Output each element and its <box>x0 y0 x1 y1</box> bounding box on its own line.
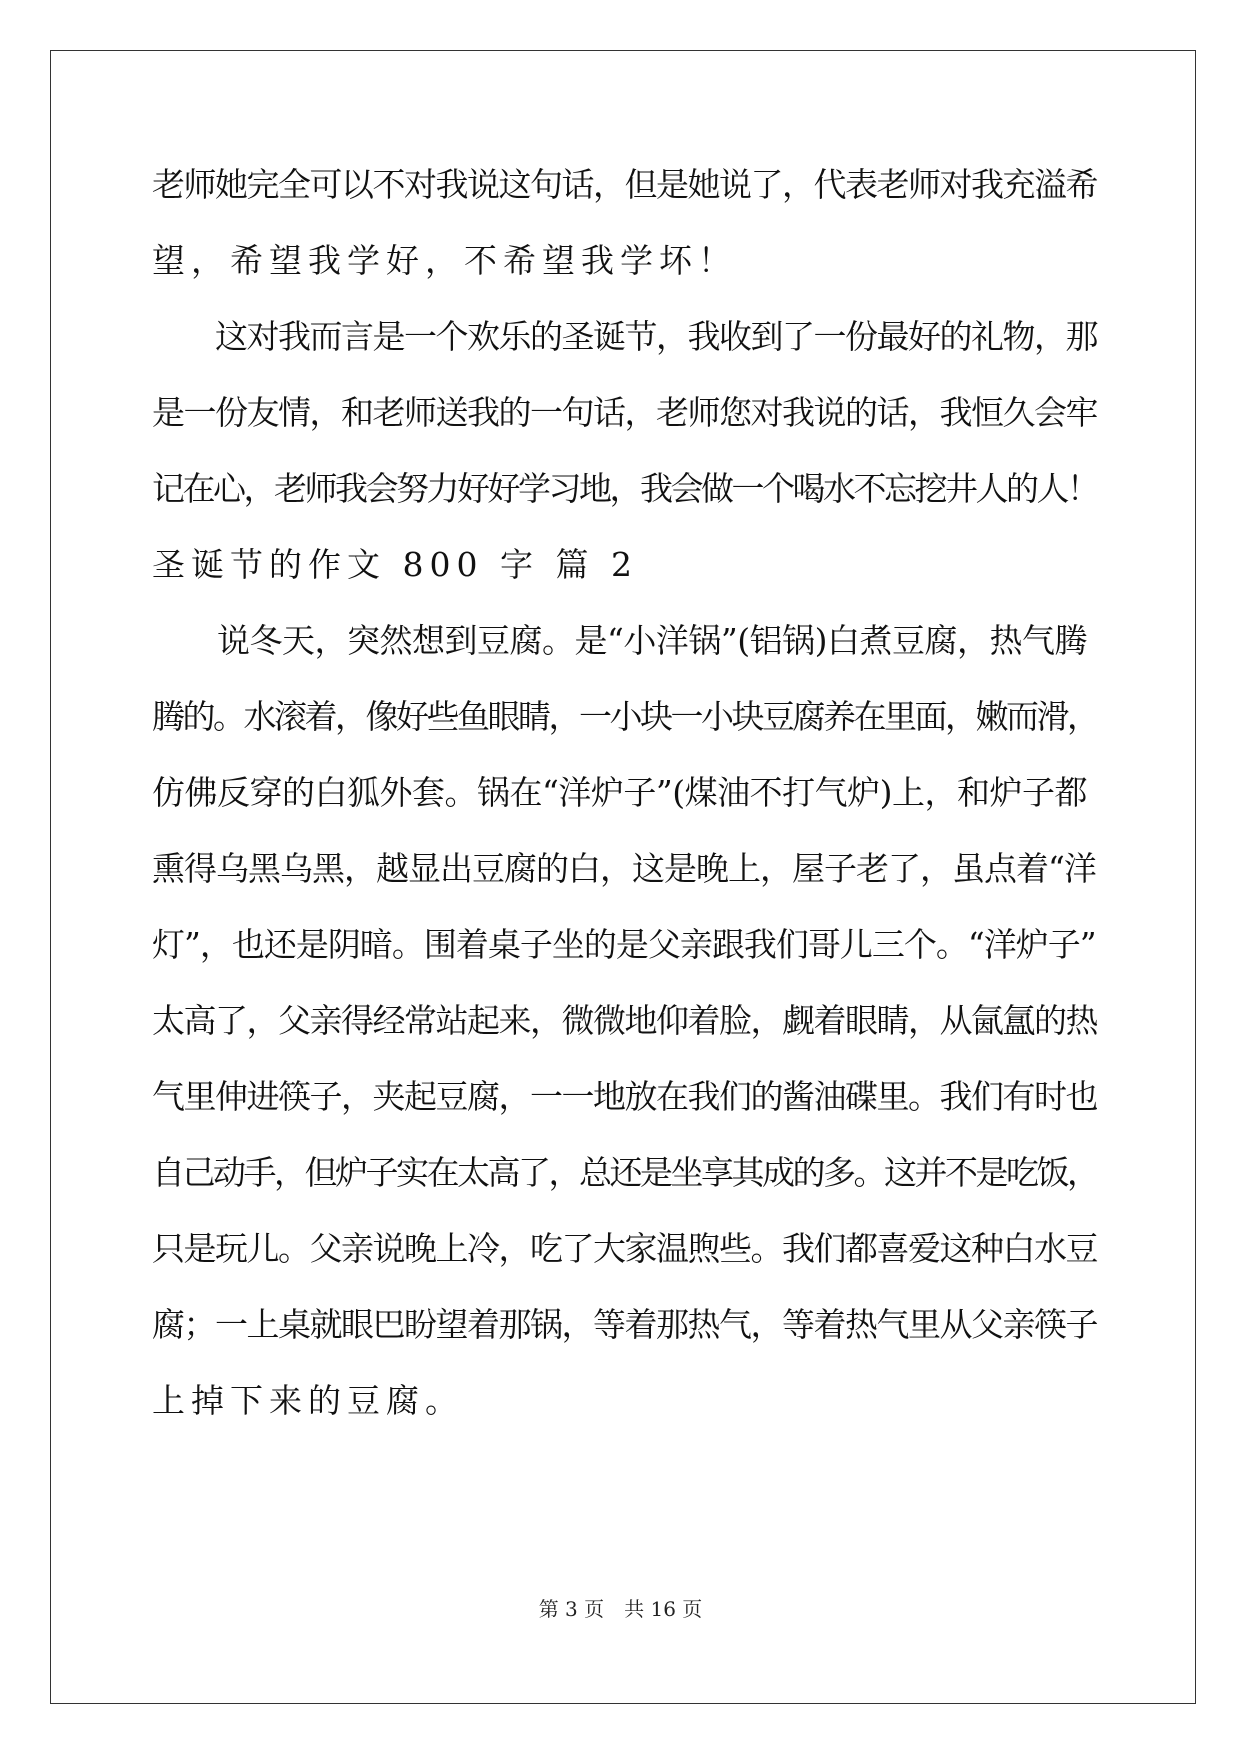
text-line: 只是玩儿。父亲说晚上冷，吃了大家温煦些。我们都喜爱这种白水豆 <box>152 1229 1097 1268</box>
text-line: 腐；一上桌就眼巴盼望着那锅，等着那热气，等着热气里从父亲筷子 <box>152 1305 1097 1344</box>
section-heading: 圣诞节的作文 800 字 篇 2 <box>152 545 638 584</box>
text-line: 气里伸进筷子，夹起豆腐，一一地放在我们的酱油碟里。我们有时也 <box>152 1077 1097 1116</box>
text-line: 自己动手，但炉子实在太高了，总还是坐享其成的多。这并不是吃饭， <box>152 1153 1098 1192</box>
text-line: 这对我而言是一个欢乐的圣诞节，我收到了一份最好的礼物，那 <box>152 317 1097 356</box>
text-line: 腾的。水滚着，像好些鱼眼睛，一小块一小块豆腐养在里面，嫩而滑， <box>152 697 1098 736</box>
text-line: 说冬天，突然想到豆腐。是“小洋锅”(铝锅)白煮豆腐，热气腾 <box>152 621 1087 660</box>
text-line: 记在心，老师我会努力好好学习地，我会做一个喝水不忘挖井人的人！ <box>152 469 1098 508</box>
text-line: 老师她完全可以不对我说这句话，但是她说了，代表老师对我充溢希 <box>152 165 1097 204</box>
text-line: 太高了，父亲得经常站起来，微微地仰着脸，觑着眼睛，从氤氲的热 <box>152 1001 1097 1040</box>
page-footer <box>0 1597 1241 1621</box>
text-line: 是一份友情，和老师送我的一句话，老师您对我说的话，我恒久会牢 <box>152 393 1097 432</box>
text-line: 熏得乌黑乌黑，越显出豆腐的白，这是晚上，屋子老了，虽点着“洋 <box>152 849 1096 888</box>
text-line: 仿佛反穿的白狐外套。锅在“洋炉子”(煤油不打气炉)上，和炉子都 <box>152 773 1087 812</box>
text-line: 望，希望我学好，不希望我学坏！ <box>152 241 737 280</box>
text-line: 灯”，也还是阴暗。围着桌子坐的是父亲跟我们哥儿三个。“洋炉子” <box>152 925 1096 964</box>
text-line: 上掉下来的豆腐。 <box>152 1381 464 1420</box>
page-number: 第 3 页 共 16 页 <box>538 1597 703 1621</box>
